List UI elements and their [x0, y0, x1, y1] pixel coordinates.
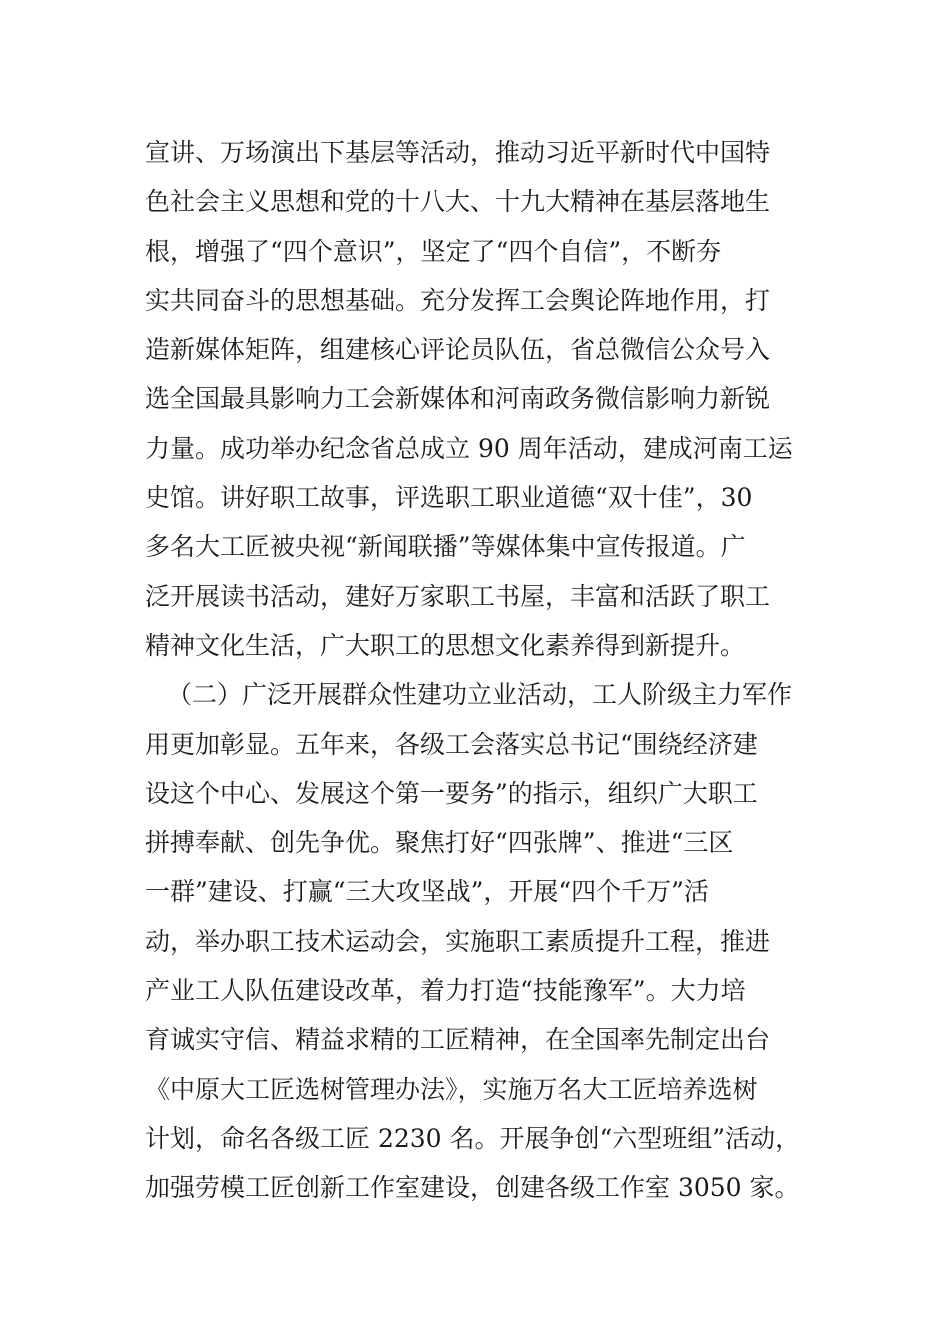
text-line: 造新媒体矩阵，组建核心评论员队伍，省总微信公众号入 [145, 335, 771, 365]
text-line: 《中原大工匠选树管理办法》，实施万名大工匠培养选树 [145, 1074, 758, 1104]
text-line: 色社会主义思想和党的十八大、十九大精神在基层落地生 [145, 187, 771, 217]
text-line: 宣讲、万场演出下基层等活动，推动习近平新时代中国特 [145, 138, 771, 167]
text-line: 多名大工匠被央视“新闻联播”等媒体集中宣传报道。广 [145, 532, 746, 562]
body-text [145, 128, 845, 1213]
text-line: 根，增强了“四个意识”，坚定了“四个自信”，不断夯 [145, 236, 722, 266]
text-line: 泛开展读书活动，建好万家职工书屋，丰富和活跃了职工 [145, 581, 771, 611]
text-line: 育诚实守信、精益求精的工匠精神，在全国率先制定出台 [145, 1025, 771, 1055]
text-line: 实共同奋斗的思想基础。充分发挥工会舆论阵地作用，打 [145, 285, 771, 315]
text-line: 拼搏奉献、创先争优。聚焦打好“四张牌”、推进“三区 [145, 828, 734, 858]
text-line: 力量。成功举办纪念省总成立 90 周年活动，建成河南工运 [145, 433, 793, 463]
text-line: 用更加彰显。五年来，各级工会落实总书记“围绕经济建 [145, 729, 758, 759]
text-line: 产业工人队伍建设改革，着力打造“技能豫军”。大力培 [145, 976, 746, 1006]
paragraph-start-line: （二）广泛开展群众性建功立业活动，工人阶级主力军作 [167, 680, 793, 710]
text-line: 史馆。讲好职工故事，评选职工职业道德“双十佳”，30 [145, 483, 753, 513]
text-line: 精神文化生活，广大职工的思想文化素养得到新提升。 [145, 630, 746, 660]
text-line: 设这个中心、发展这个第一要务”的指示，组织广大职工 [145, 778, 758, 808]
text-line: 选全国最具影响力工会新媒体和河南政务微信影响力新锐 [145, 384, 771, 414]
text-line: 动，举办职工技术运动会，实施职工素质提升工程，推进 [145, 926, 771, 956]
text-line: 加强劳模工匠创新工作室建设，创建各级工作室 3050 家。 [145, 1173, 800, 1203]
text-line: 一群”建设、打赢“三大攻坚战”，开展“四个千万”活 [145, 877, 709, 907]
text-line: 计划，命名各级工匠 2230 名。开展争创“六型班组”活动， [145, 1123, 801, 1153]
